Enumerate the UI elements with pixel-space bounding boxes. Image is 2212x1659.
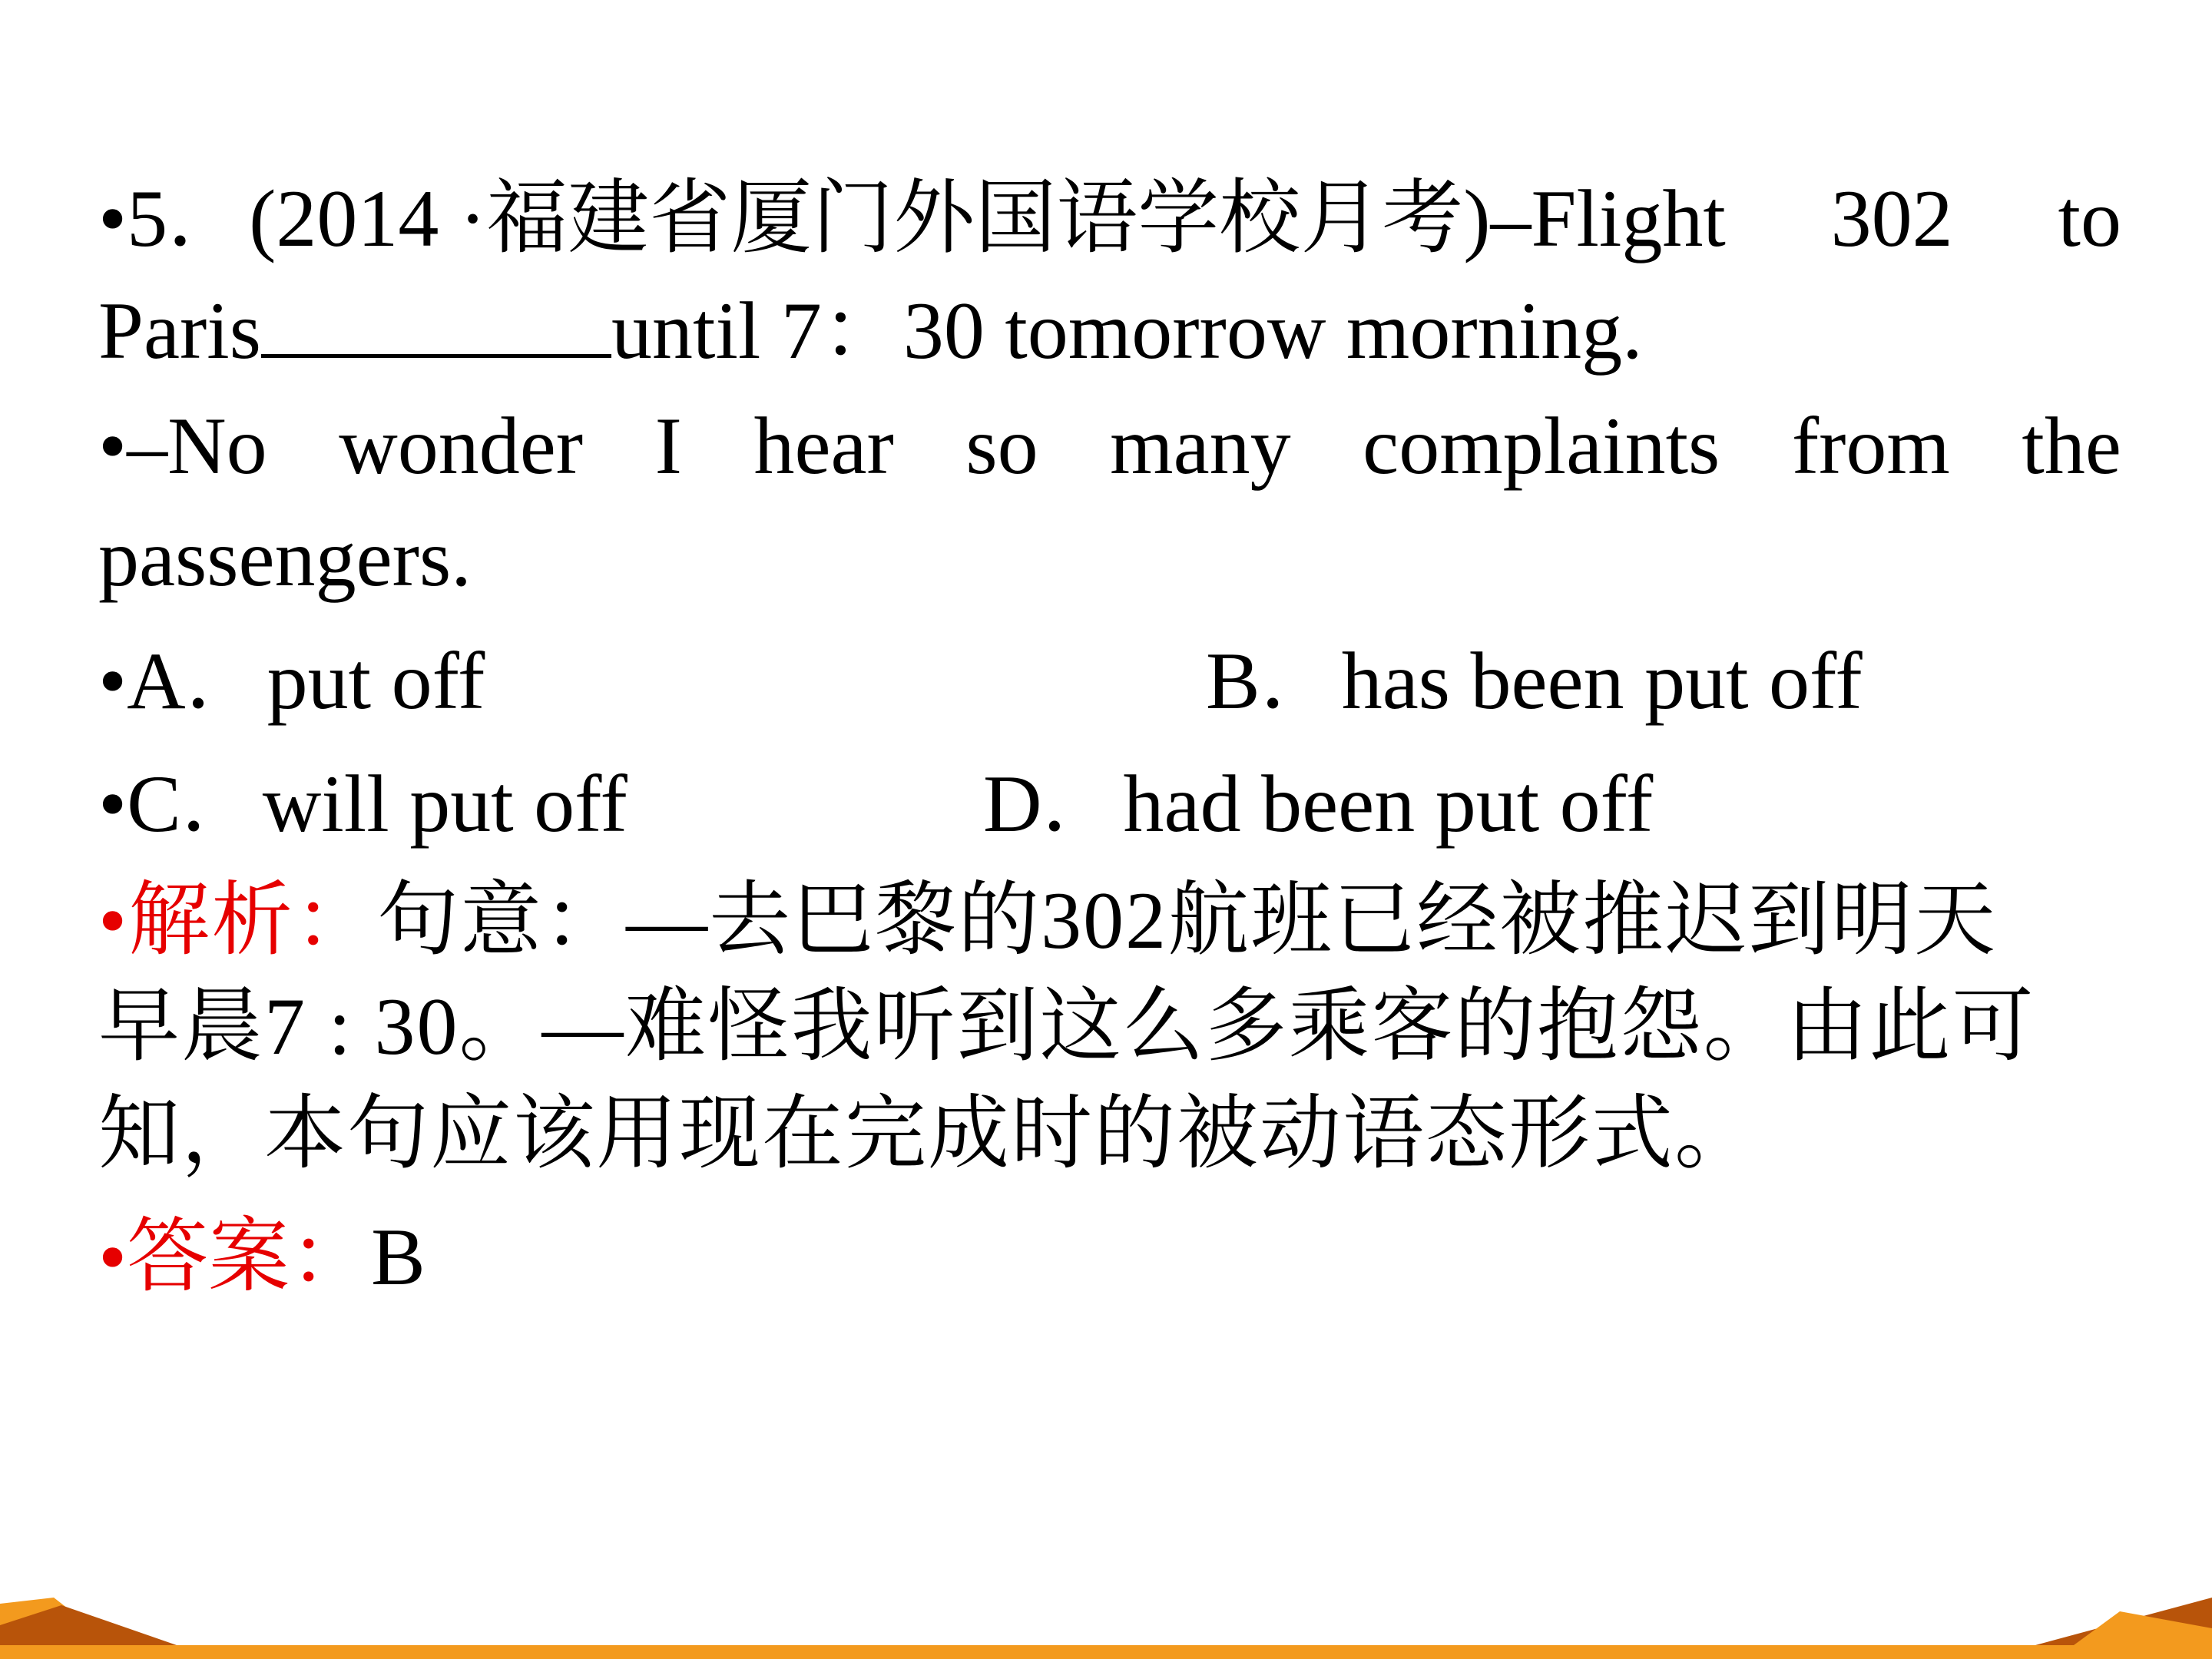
question-line-4 bbox=[98, 502, 2121, 614]
analysis-text: 知，本句应该用现在完成时的被动语态形式。 bbox=[98, 1089, 1757, 1179]
question-text: until 7：30 tomorrow morning. bbox=[611, 286, 1643, 376]
question-prefix: •5．(2014 ·福建省厦门外国语学校月考)–Flight bbox=[98, 174, 1726, 263]
question-word: the bbox=[2022, 401, 2121, 491]
question-word: wonder bbox=[339, 401, 584, 491]
question-word: to bbox=[2058, 174, 2121, 263]
option-b-text: B．has been put off bbox=[1206, 636, 1863, 726]
question-line-2 bbox=[98, 275, 2121, 387]
analysis-label: •解析： bbox=[98, 876, 378, 965]
option-d bbox=[983, 748, 1653, 860]
footer-bar bbox=[0, 1645, 2212, 1659]
question-word: many bbox=[1110, 401, 1291, 491]
question-text: Paris bbox=[98, 286, 261, 376]
answer-line bbox=[98, 1201, 2121, 1313]
option-b bbox=[1206, 625, 1863, 737]
option-a-text: •A．put off bbox=[98, 636, 485, 726]
question-word: 302 bbox=[1830, 174, 1953, 263]
analysis-text: 早晨7 : 30。—难怪我听到这么多乘客的抱怨。由此可 bbox=[98, 982, 2035, 1071]
question-word: complaints bbox=[1363, 401, 1720, 491]
question-line-3 bbox=[98, 390, 2121, 502]
question-word: •–No bbox=[98, 401, 267, 491]
analysis-line-1 bbox=[98, 865, 2121, 977]
question-line-1 bbox=[98, 163, 2121, 275]
question-word: so bbox=[965, 401, 1038, 491]
analysis-line-2 bbox=[98, 971, 2121, 1083]
question-text: passengers. bbox=[98, 513, 472, 603]
answer-value: B bbox=[371, 1212, 426, 1302]
answer-label: •答案： bbox=[98, 1212, 372, 1302]
option-d-text: D．had been put off bbox=[983, 759, 1654, 849]
option-c-text: •C．will put off bbox=[98, 759, 628, 849]
question-word: from bbox=[1791, 401, 1950, 491]
question-word: I bbox=[654, 401, 682, 491]
analysis-text: 句意：—去巴黎的302航班已经被推迟到明天 bbox=[377, 876, 1998, 965]
analysis-line-3 bbox=[98, 1078, 2121, 1190]
question-word: hear bbox=[753, 401, 894, 491]
answer-blank bbox=[261, 283, 611, 358]
footer-decoration bbox=[0, 1598, 2212, 1659]
